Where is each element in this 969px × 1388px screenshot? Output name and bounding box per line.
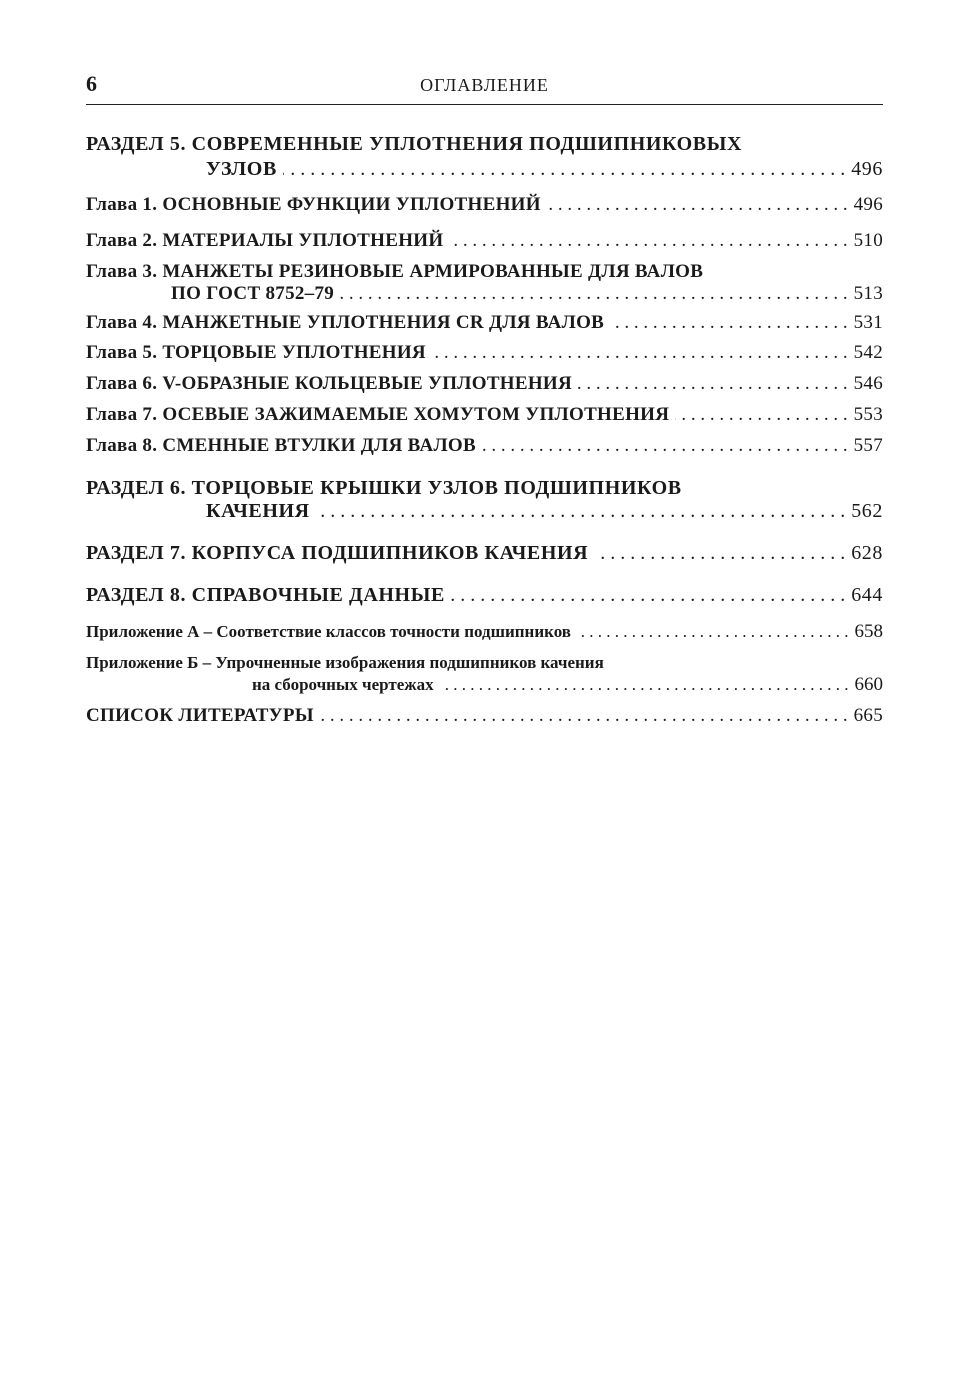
toc-entry-chapter-7[interactable] [86, 404, 883, 426]
toc-appendix-b-title: Приложение Б – Упрочненные изображения подшипников качения [86, 653, 604, 672]
toc-page-number: 496 [853, 194, 883, 215]
toc-entry-section-5[interactable] [206, 158, 883, 181]
toc-page-number: 542 [853, 342, 883, 363]
toc-entry-label: КАЧЕНИЯ [206, 500, 310, 522]
toc-entry-label: Глава 1. ОСНОВНЫЕ ФУНКЦИИ УПЛОТНЕНИЙ [86, 194, 541, 215]
dot-leader [610, 312, 847, 334]
toc-entry-label: УЗЛОВ [206, 158, 277, 180]
toc-section-6-title: РАЗДЕЛ 6. ТОРЦОВЫЕ КРЫШКИ УЗЛОВ ПОДШИПНИКОВ [86, 477, 682, 499]
toc-page-number: 510 [853, 230, 883, 251]
dot-leader [449, 230, 847, 252]
dot-leader [482, 435, 848, 457]
toc-page-number: 546 [853, 373, 883, 394]
toc-entry-chapter-2[interactable] [86, 230, 883, 252]
toc-section-5-title: РАЗДЕЛ 5. СОВРЕМЕННЫЕ УПЛОТНЕНИЯ ПОДШИПНИКОВЫХ [86, 133, 743, 155]
dot-leader [340, 283, 848, 305]
toc-page-number: 513 [853, 283, 883, 304]
toc-entry-section-7[interactable] [86, 542, 883, 565]
dot-leader [316, 500, 846, 523]
toc-entry-label: Глава 8. СМЕННЫЕ ВТУЛКИ ДЛЯ ВАЛОВ [86, 435, 476, 456]
toc-page-number: 658 [854, 621, 883, 642]
toc-page-number: 644 [851, 584, 883, 606]
dot-leader [547, 194, 848, 216]
toc-page-number: 496 [851, 158, 883, 180]
toc-entry-section-8[interactable] [86, 584, 883, 607]
toc-entry-references[interactable] [86, 705, 883, 727]
toc-page-number: 553 [853, 404, 883, 425]
page-number: 6 [86, 71, 97, 96]
toc-entry-appendix-b[interactable] [252, 674, 883, 696]
dot-leader [577, 622, 849, 642]
toc-page-number: 628 [851, 542, 883, 564]
dot-leader [432, 342, 848, 364]
toc-entry-chapter-6[interactable] [86, 373, 883, 395]
dot-leader [594, 542, 845, 565]
dot-leader [675, 404, 847, 426]
dot-leader [578, 373, 848, 395]
toc-entry-label: Приложение А – Соответствие классов точности подшипников [86, 622, 571, 641]
toc-entry-label: Глава 2. МАТЕРИАЛЫ УПЛОТНЕНИЙ [86, 230, 444, 251]
toc-entry-chapter-5[interactable] [86, 342, 883, 364]
toc-page-number: 557 [853, 435, 883, 456]
toc-entry-chapter-8[interactable] [86, 435, 883, 457]
toc-entry-appendix-a[interactable] [86, 621, 883, 643]
dot-leader [320, 705, 848, 727]
toc-page-number: 562 [851, 500, 883, 522]
dot-leader [440, 675, 849, 695]
toc-entry-chapter-4[interactable] [86, 312, 883, 334]
header-rule [86, 104, 883, 105]
toc-entry-label: РАЗДЕЛ 8. СПРАВОЧНЫЕ ДАННЫЕ [86, 584, 445, 606]
toc-page-number: 531 [853, 312, 883, 333]
dot-leader [283, 158, 845, 181]
toc-entry-label: Глава 6. V-ОБРАЗНЫЕ КОЛЬЦЕВЫЕ УПЛОТНЕНИЯ [86, 373, 573, 394]
toc-entry-label: Глава 5. ТОРЦОВЫЕ УПЛОТНЕНИЯ [86, 342, 426, 363]
toc-chapter-3-title: Глава 3. МАНЖЕТЫ РЕЗИНОВЫЕ АРМИРОВАННЫЕ ДЛЯ ВАЛОВ [86, 261, 704, 282]
toc-entry-label: Глава 4. МАНЖЕТНЫЕ УПЛОТНЕНИЯ CR ДЛЯ ВАЛОВ [86, 312, 605, 333]
toc-entry-label: ПО ГОСТ 8752–79 [171, 283, 335, 304]
running-head: ОГЛАВЛЕНИЕ [420, 75, 549, 95]
toc-entry-label: на сборочных чертежах [252, 675, 434, 694]
toc-entry-label: РАЗДЕЛ 7. КОРПУСА ПОДШИПНИКОВ КАЧЕНИЯ [86, 542, 589, 564]
toc-page-number: 660 [854, 674, 883, 695]
toc-entry-chapter-1[interactable] [86, 194, 883, 216]
toc-entry-section-6[interactable] [206, 500, 883, 523]
toc-entry-label: Глава 7. ОСЕВЫЕ ЗАЖИМАЕМЫЕ ХОМУТОМ УПЛОТНЕНИЯ [86, 404, 670, 425]
toc-page-number: 665 [853, 705, 883, 726]
toc-entry-label: СПИСОК ЛИТЕРАТУРЫ [86, 705, 314, 726]
toc-entry-chapter-3[interactable] [171, 283, 883, 305]
dot-leader [451, 584, 845, 607]
